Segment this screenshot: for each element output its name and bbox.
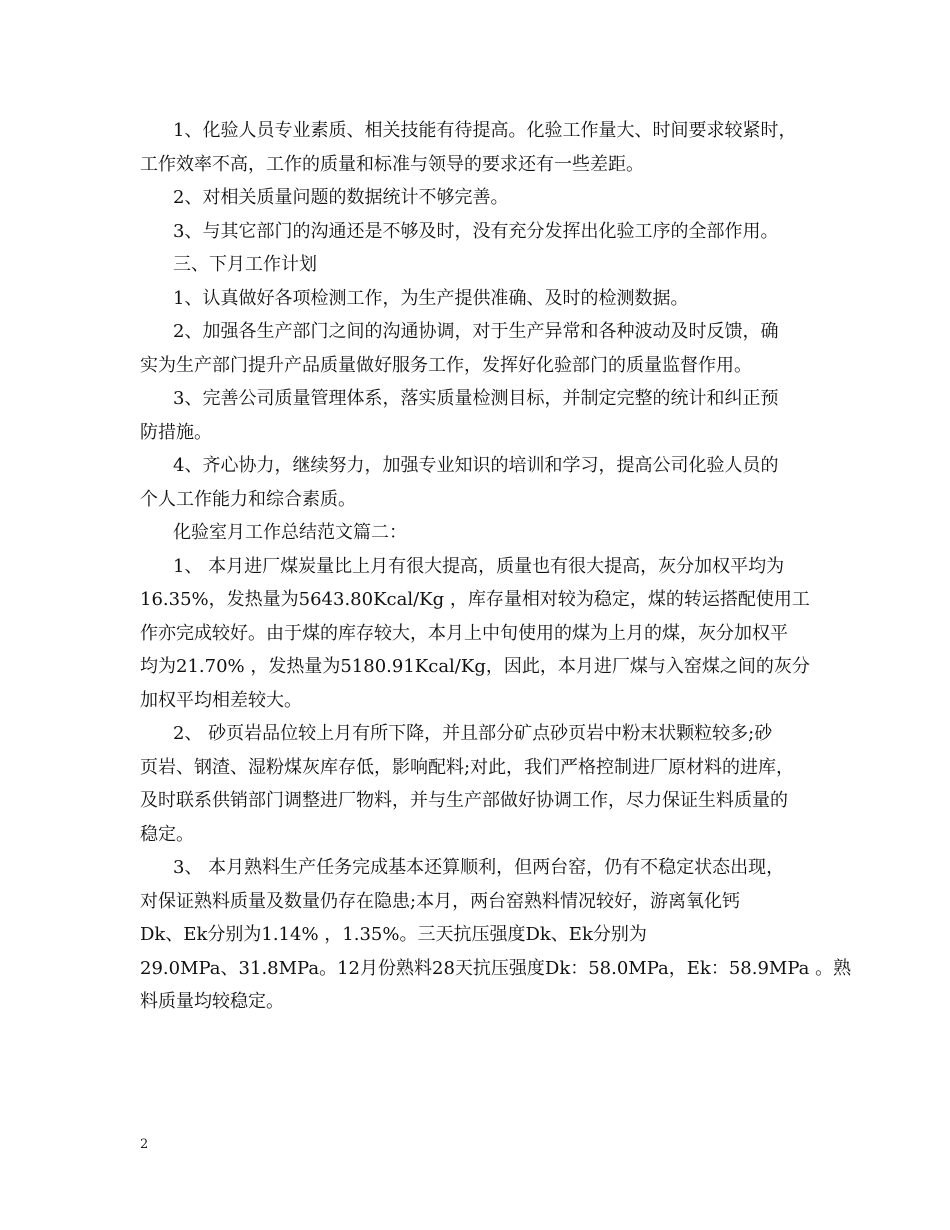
text-line: 作亦完成较好。由于煤的库存较大，本月上中旬使用的煤为上月的煤，灰分加权平: [140, 622, 788, 644]
text-line: 三、下月工作计划: [173, 254, 317, 275]
paragraph-problem-1: [140, 114, 812, 181]
text-line: 加权平均相差较大。: [140, 689, 302, 711]
paragraph-clinker: [140, 851, 852, 1019]
paragraph-problem-3: [140, 215, 812, 249]
paragraph-plan-3: [140, 382, 812, 449]
text-line: 2、对相关质量问题的数据统计不够完善。: [173, 187, 509, 208]
text-line: 化验室月工作总结范文篇二：: [173, 522, 407, 543]
text-line: 工作效率不高，工作的质量和标准与领导的要求还有一些差距。: [140, 153, 644, 175]
text-line: 3、与其它部门的沟通还是不够及时，没有充分发挥出化验工序的全部作用。: [173, 220, 779, 242]
text-line: 1、认真做好各项检测工作，为生产提供准确、及时的检测数据。: [173, 287, 689, 309]
text-line: 16.35%，发热量为5643.80Kcal/Kg ，库存量相对较为稳定，煤的转运搭配使用工: [140, 589, 810, 610]
paragraph-plan-1: [140, 282, 812, 316]
text-line: 及时联系供销部门调整进厂物料，并与生产部做好协调工作，尽力保证生料质量的: [140, 790, 788, 811]
text-line: 3、 本月熟料生产任务完成基本还算顺利，但两台窑，仍有不稳定状态出现，: [173, 857, 785, 878]
text-line: 2、 砂页岩品位较上月有所下降，并且部分矿点砂页岩中粉末状颗粒较多;砂: [173, 723, 773, 744]
text-line: 29.0MPa、31.8MPa。12月份熟料28天抗压强度Dk：58.0MPa，Ek：58.9MPa 。熟: [140, 957, 852, 979]
paragraph-plan-4: [140, 449, 812, 516]
page-number: 2: [140, 1137, 149, 1152]
text-line: 防措施。: [140, 421, 212, 443]
paragraph-plan-2: [140, 315, 812, 382]
text-line: 对保证熟料质量及数量仍存在隐患;本月，两台窑熟料情况较好，游离氧化钙: [140, 890, 741, 912]
text-line: 3、完善公司质量管理体系，落实质量检测目标，并制定完整的统计和纠正预: [173, 388, 779, 409]
document-body: [140, 114, 852, 1019]
text-line: 实为生产部门提升产品质量做好服务工作，发挥好化验部门的质量监督作用。: [140, 354, 752, 376]
section-heading-sample-two: [140, 516, 812, 550]
text-line: 4、齐心协力，继续努力，加强专业知识的培训和学习，提高公司化验人员的: [173, 455, 779, 476]
text-line: 个人工作能力和综合素质。: [140, 488, 356, 510]
text-line: 页岩、钢渣、湿粉煤灰库存低，影响配料;对此，我们严格控制进厂原材料的进库，: [140, 756, 795, 778]
text-line: 1、 本月进厂煤炭量比上月有很大提高，质量也有很大提高，灰分加权平均为: [173, 555, 785, 577]
text-line: 料质量均较稳定。: [140, 991, 284, 1012]
text-line: Dk、Ek分别为1.14% ，1.35%。三天抗压强度Dk、Ek分别为: [140, 924, 647, 945]
text-line: 稳定。: [140, 823, 194, 845]
paragraph-problem-2: [140, 181, 812, 215]
section-heading-next-month-plan: [140, 248, 812, 282]
paragraph-coal: [140, 550, 812, 718]
text-line: 2、加强各生产部门之间的沟通协调，对于生产异常和各种波动及时反馈，确: [173, 321, 779, 342]
text-line: 均为21.70% ，发热量为5180.91Kcal/Kg，因此，本月进厂煤与入窑煤之间的灰分: [140, 656, 810, 677]
paragraph-shale: [140, 717, 812, 851]
text-line: 1、化验人员专业素质、相关技能有待提高。化验工作量大、时间要求较紧时，: [173, 120, 797, 141]
